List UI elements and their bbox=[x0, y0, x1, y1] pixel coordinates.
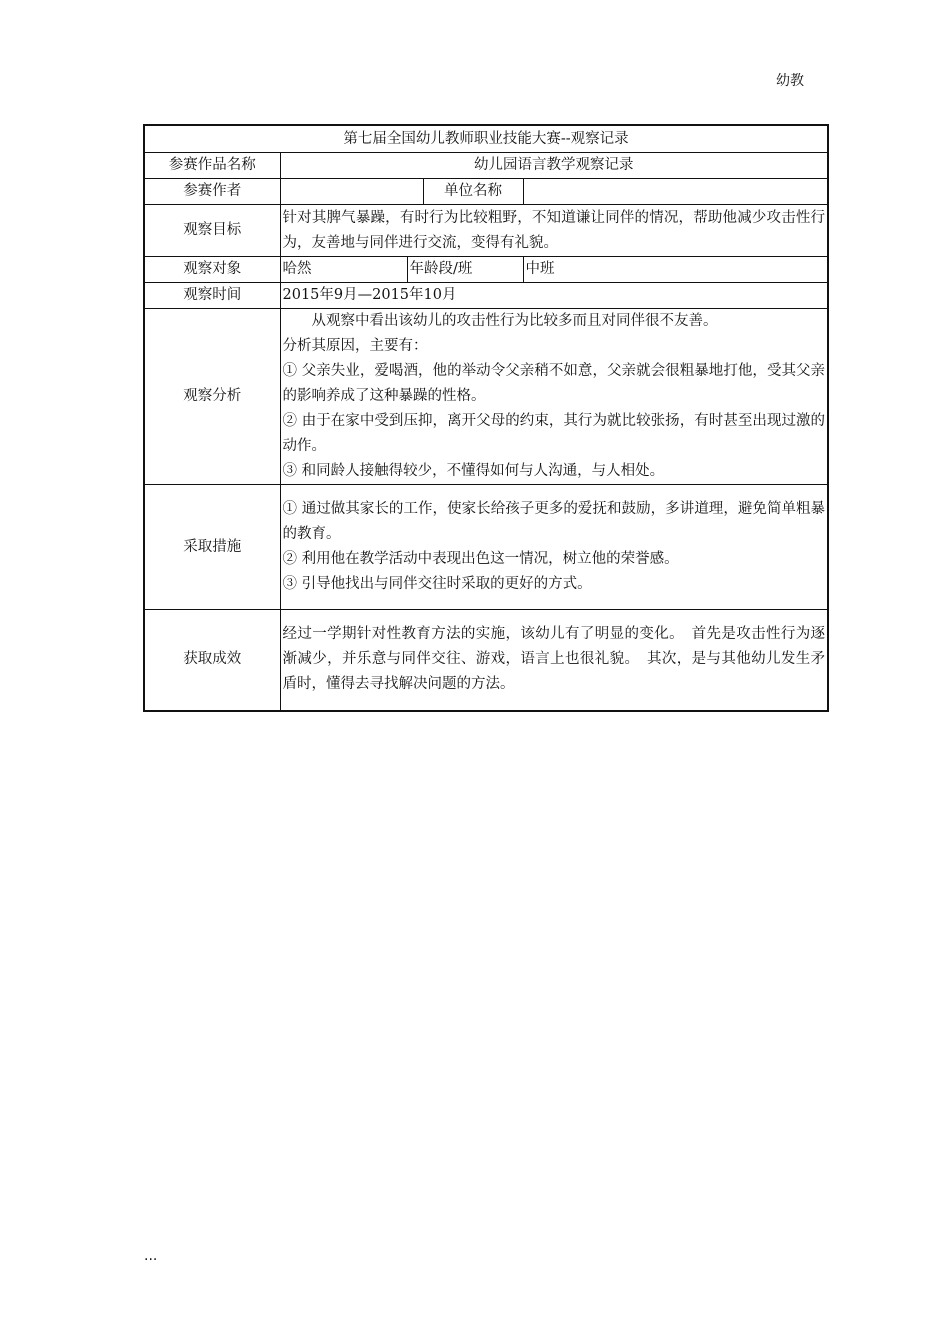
age-class-label: 年龄段/班 bbox=[407, 257, 523, 283]
subject-label: 观察对象 bbox=[144, 257, 280, 283]
goal-row bbox=[144, 205, 828, 257]
time-row bbox=[144, 283, 828, 309]
time-label: 观察时间 bbox=[144, 283, 280, 309]
analysis-paragraph: ③ 和同龄人接触得较少，不懂得如何与人沟通，与人相处。 bbox=[282, 463, 665, 479]
subject-value: 哈然 bbox=[280, 257, 407, 283]
header-tag: 幼教 bbox=[776, 73, 804, 89]
measures-content bbox=[280, 485, 828, 610]
analysis-paragraph: ② 由于在家中受到压抑，离开父母的约束，其行为就比较张扬，有时甚至出现过激的动作。 bbox=[282, 413, 826, 454]
work-name-label: 参赛作品名称 bbox=[144, 153, 280, 179]
results-text: 经过一学期针对性教育方法的实施，该幼儿有了明显的变化。 首先是攻击性行为逐渐减少，并乐意与同伴交往、游戏，语言上也很礼貌。 其次，是与其他幼儿发生矛盾时，懂得去寻找解决问题的方法。 bbox=[280, 610, 828, 711]
measures-paragraph: ② 利用他在教学活动中表现出色这一情况，树立他的荣誉感。 bbox=[282, 551, 679, 567]
measures-paragraph: ③ 引导他找出与同伴交往时采取的更好的方式。 bbox=[282, 576, 592, 592]
analysis-content bbox=[280, 309, 828, 485]
record-title: 第七届全国幼儿教师职业技能大赛--观察记录 bbox=[144, 125, 828, 153]
age-class-value: 中班 bbox=[523, 257, 828, 283]
measures-row bbox=[144, 485, 828, 610]
time-value: 2015年9月—2015年10月 bbox=[280, 283, 828, 309]
author-row bbox=[144, 179, 828, 205]
unit-label: 单位名称 bbox=[423, 179, 523, 205]
analysis-label: 观察分析 bbox=[144, 309, 280, 485]
measures-paragraph: ① 通过做其家长的工作，使家长给孩子更多的爱抚和鼓励，多讲道理，避免简单粗暴的教育。 bbox=[282, 501, 826, 542]
author-label: 参赛作者 bbox=[144, 179, 280, 205]
unit-value bbox=[523, 179, 828, 205]
subject-row bbox=[144, 257, 828, 283]
goal-text: 针对其脾气暴躁，有时行为比较粗野，不知道谦让同伴的情况，帮助他减少攻击性行为，友善地与同伴进行交流，变得有礼貌。 bbox=[280, 205, 828, 257]
analysis-paragraph: 分析其原因，主要有： bbox=[282, 338, 428, 354]
goal-label: 观察目标 bbox=[144, 205, 280, 257]
author-value bbox=[280, 179, 423, 205]
title-row bbox=[144, 125, 828, 153]
analysis-paragraph: ① 父亲失业，爱喝酒，他的举动令父亲稍不如意，父亲就会很粗暴地打他，受其父亲的影响养成了这种暴躁的性格。 bbox=[282, 363, 826, 404]
results-label: 获取成效 bbox=[144, 610, 280, 711]
analysis-paragraph: 从观察中看出该幼儿的攻击性行为比较多而且对同伴很不友善。 bbox=[311, 313, 718, 329]
footer-mark: ... bbox=[144, 1248, 158, 1264]
results-row bbox=[144, 610, 828, 711]
measures-label: 采取措施 bbox=[144, 485, 280, 610]
analysis-row bbox=[144, 309, 828, 485]
observation-record-table bbox=[143, 124, 829, 712]
work-name-value: 幼儿园语言教学观察记录 bbox=[280, 153, 828, 179]
work-name-row bbox=[144, 153, 828, 179]
